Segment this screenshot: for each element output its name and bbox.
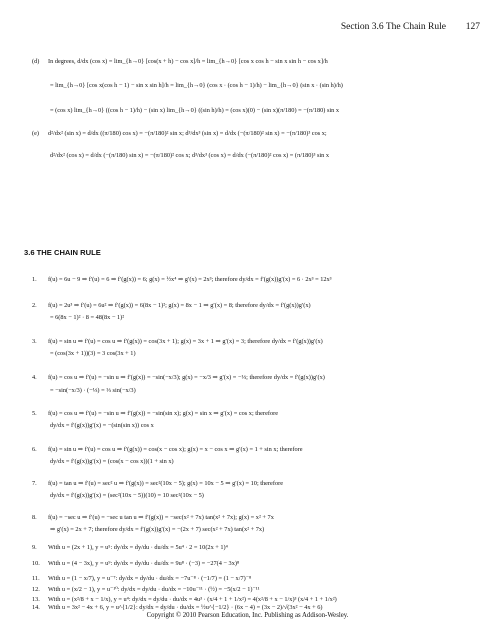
exercise-14 bbox=[32, 604, 472, 611]
exercise-line: With u = (x/2 − 1), y = u⁻¹⁰: dy/dx = dy/du · du/dx = −10u⁻¹¹ · (½) = −5(x/2 − 1)⁻¹¹ bbox=[48, 586, 260, 593]
exercise-number: 2. bbox=[32, 302, 37, 309]
exercise-line: dy/dx = f′(g(x))g′(x) = (sec²(10x − 5))(10) = 10 sec²(10x − 5) bbox=[50, 492, 204, 499]
exercise-7 bbox=[32, 480, 472, 487]
exercise-line: f(u) = cos u ⇒ f′(u) = −sin u ⇒ f′(g(x)) = −sin(sin x); g(x) = sin x ⇒ g′(x) = cos x; therefore bbox=[48, 410, 279, 417]
exercise-3-cont bbox=[50, 350, 490, 357]
problem-line bbox=[32, 58, 472, 65]
exercise-9 bbox=[32, 544, 472, 551]
exercise-number: 4. bbox=[32, 374, 37, 381]
exercise-line: With u = (x²/8 + x − 1/x), y = u⁴: dy/dx = dy/du · du/dx = 4u³ · (x/4 + 1 + 1/x²) = 4(x²/8 + x − 1/x)³ (x/4 + 1 + 1/x²) bbox=[48, 596, 337, 603]
problem-text: d²/dx² (sin x) = d/dx ((π/180) cos x) = −(π/180)² sin x; d³/dx³ (sin x) = d/dx (−(π/180)² sin x) = −(π/180)³ cos x; bbox=[48, 130, 327, 137]
exercise-number: 10. bbox=[32, 560, 40, 567]
exercise-10 bbox=[32, 560, 472, 567]
exercise-number: 14. bbox=[32, 604, 40, 611]
problem-text: In degrees, d/dx (cos x) = lim_{h→0} [cos(x + h) − cos x]/h = lim_{h→0} [cos x cos h − sin x sin h − cos x]/h bbox=[48, 58, 328, 65]
section-title: 3.6 THE CHAIN RULE bbox=[24, 248, 101, 257]
exercise-number: 5. bbox=[32, 410, 37, 417]
problem-label: (e) bbox=[32, 130, 39, 137]
problem-line bbox=[50, 82, 490, 89]
exercise-number: 9. bbox=[32, 544, 37, 551]
problem-line bbox=[50, 152, 490, 159]
exercise-number: 11. bbox=[32, 575, 40, 582]
exercise-line: f(u) = 6u − 9 ⇒ f′(u) = 6 ⇒ f′(g(x)) = 6; g(x) = ½x⁴ ⇒ g′(x) = 2x³; therefore dy/dx = f′(g(x))g′(x) = 6 · 2x³ = 12x³ bbox=[48, 276, 332, 283]
exercise-line: dy/dx = f′(g(x))g′(x) = −(sin(sin x)) cos x bbox=[50, 422, 154, 429]
problem-text: d²/dx² (cos x) = d/dx (−(π/180) sin x) = −(π/180)² cos x; d³/dx³ (cos x) = d/dx (−(π/180)² cos x) = (π/180)³ sin x bbox=[50, 152, 330, 159]
exercise-8-cont bbox=[50, 526, 490, 533]
problem-line bbox=[32, 130, 472, 137]
exercise-4-cont bbox=[50, 387, 490, 394]
exercise-line: With u = 3x² − 4x + 6, y = u^{1/2}: dy/dx = dy/du · du/dx = ½u^{−1/2} · (6x − 4) = (3x − 2)/√(3x² − 4x + 6) bbox=[48, 604, 323, 611]
exercise-6 bbox=[32, 446, 472, 453]
problem-text: = lim_{h→0} [cos x(cos h − 1) − sin x sin h]/h = lim_{h→0} (cos x · (cos h − 1)/h) − lim_{h→0} (sin x · (sin h)/h) bbox=[50, 82, 343, 89]
exercise-line: f(u) = 2u³ ⇒ f′(u) = 6u² ⇒ f′(g(x)) = 6(8x − 1)²; g(x) = 8x − 1 ⇒ g′(x) = 8; therefore dy/dx = f′(g(x))g′(x) bbox=[48, 302, 311, 309]
exercise-2-cont bbox=[50, 314, 490, 321]
exercise-number: 7. bbox=[32, 480, 37, 487]
section-header-title: Section 3.6 The Chain Rule bbox=[340, 22, 446, 32]
exercise-11 bbox=[32, 575, 472, 582]
exercise-line: With u = (4 − 3x), y = u⁹: dy/dx = dy/du · du/dx = 9u⁸ · (−3) = −27(4 − 3x)⁸ bbox=[48, 560, 240, 567]
problem-line bbox=[50, 107, 490, 114]
exercise-number: 6. bbox=[32, 446, 37, 453]
exercise-number: 3. bbox=[32, 338, 37, 345]
page-number: 127 bbox=[465, 22, 480, 32]
exercise-5-cont bbox=[50, 422, 490, 429]
exercise-1 bbox=[32, 276, 472, 283]
exercise-line: With u = (1 − x/7), y = u⁻⁷: dy/dx = dy/du · du/dx = −7u⁻⁸ · (−1/7) = (1 − x/7)⁻⁸ bbox=[48, 575, 252, 582]
exercise-6-cont bbox=[50, 458, 490, 465]
exercise-4 bbox=[32, 374, 472, 381]
exercise-line: With u = (2x + 1), y = u⁵: dy/dx = dy/du · du/dx = 5u⁴ · 2 = 10(2x + 1)⁴ bbox=[48, 544, 228, 551]
exercise-8 bbox=[32, 514, 472, 521]
exercise-2 bbox=[32, 302, 472, 309]
exercise-line: = (cos(3x + 1))(3) = 3 cos(3x + 1) bbox=[50, 350, 136, 357]
exercise-line: f(u) = sin u ⇒ f′(u) = cos u ⇒ f′(g(x)) = cos(x − cos x); g(x) = x − cos x ⇒ g′(x) = 1 + sin x; therefore bbox=[48, 446, 303, 453]
exercise-line: f(u) = sin u ⇒ f′(u) = cos u ⇒ f′(g(x)) = cos(3x + 1); g(x) = 3x + 1 ⇒ g′(x) = 3; therefore dy/dx = f′(g(x))g′(x) bbox=[48, 338, 323, 345]
exercise-number: 12. bbox=[32, 586, 40, 593]
exercise-number: 13. bbox=[32, 596, 40, 603]
exercise-number: 8. bbox=[32, 514, 37, 521]
exercise-line: = −sin(−x/3) · (−⅓) = ⅓ sin(−x/3) bbox=[50, 387, 136, 394]
exercise-line: f(u) = cos u ⇒ f′(u) = −sin u ⇒ f′(g(x)) = −sin(−x/3); g(x) = −x/3 ⇒ g′(x) = −⅓; therefore dy/dx = f′(g(x))g′(x) bbox=[48, 374, 325, 381]
exercise-13 bbox=[32, 596, 472, 603]
exercise-number: 1. bbox=[32, 276, 37, 283]
exercise-line: f(u) = −sec u ⇒ f′(u) = −sec u tan u ⇒ f′(g(x)) = −sec(x² + 7x) tan(x² + 7x); g(x) = x² + 7x bbox=[48, 514, 274, 521]
exercise-line: dy/dx = f′(g(x))g′(x) = (cos(x − cos x))(1 + sin x) bbox=[50, 458, 174, 465]
copyright-footer: Copyright © 2010 Pearson Education, Inc. Publishing as Addison-Wesley. bbox=[146, 612, 349, 619]
problem-text: = (cos x) lim_{h→0} ((cos h − 1)/h) − (sin x) lim_{h→0} ((sin h)/h) = (cos x)(0) − (sin x)(π/180) = −(π/180) sin x bbox=[50, 107, 340, 114]
exercise-line: f(u) = tan u ⇒ f′(u) = sec² u ⇒ f′(g(x)) = sec²(10x − 5); g(x) = 10x − 5 ⇒ g′(x) = 10; therefore bbox=[48, 480, 283, 487]
exercise-5 bbox=[32, 410, 472, 417]
page-header bbox=[30, 22, 480, 36]
exercise-7-cont bbox=[50, 492, 490, 499]
exercise-line: ⇒ g′(x) = 2x + 7; therefore dy/dx = f′(g(x))g′(x) = −(2x + 7) sec(x² + 7x) tan(x² + 7x) bbox=[50, 526, 265, 533]
exercise-12 bbox=[32, 586, 472, 593]
exercise-3 bbox=[32, 338, 472, 345]
problem-label: (d) bbox=[32, 58, 40, 65]
exercise-line: = 6(8x − 1)² · 8 = 48(8x − 1)² bbox=[50, 314, 125, 321]
